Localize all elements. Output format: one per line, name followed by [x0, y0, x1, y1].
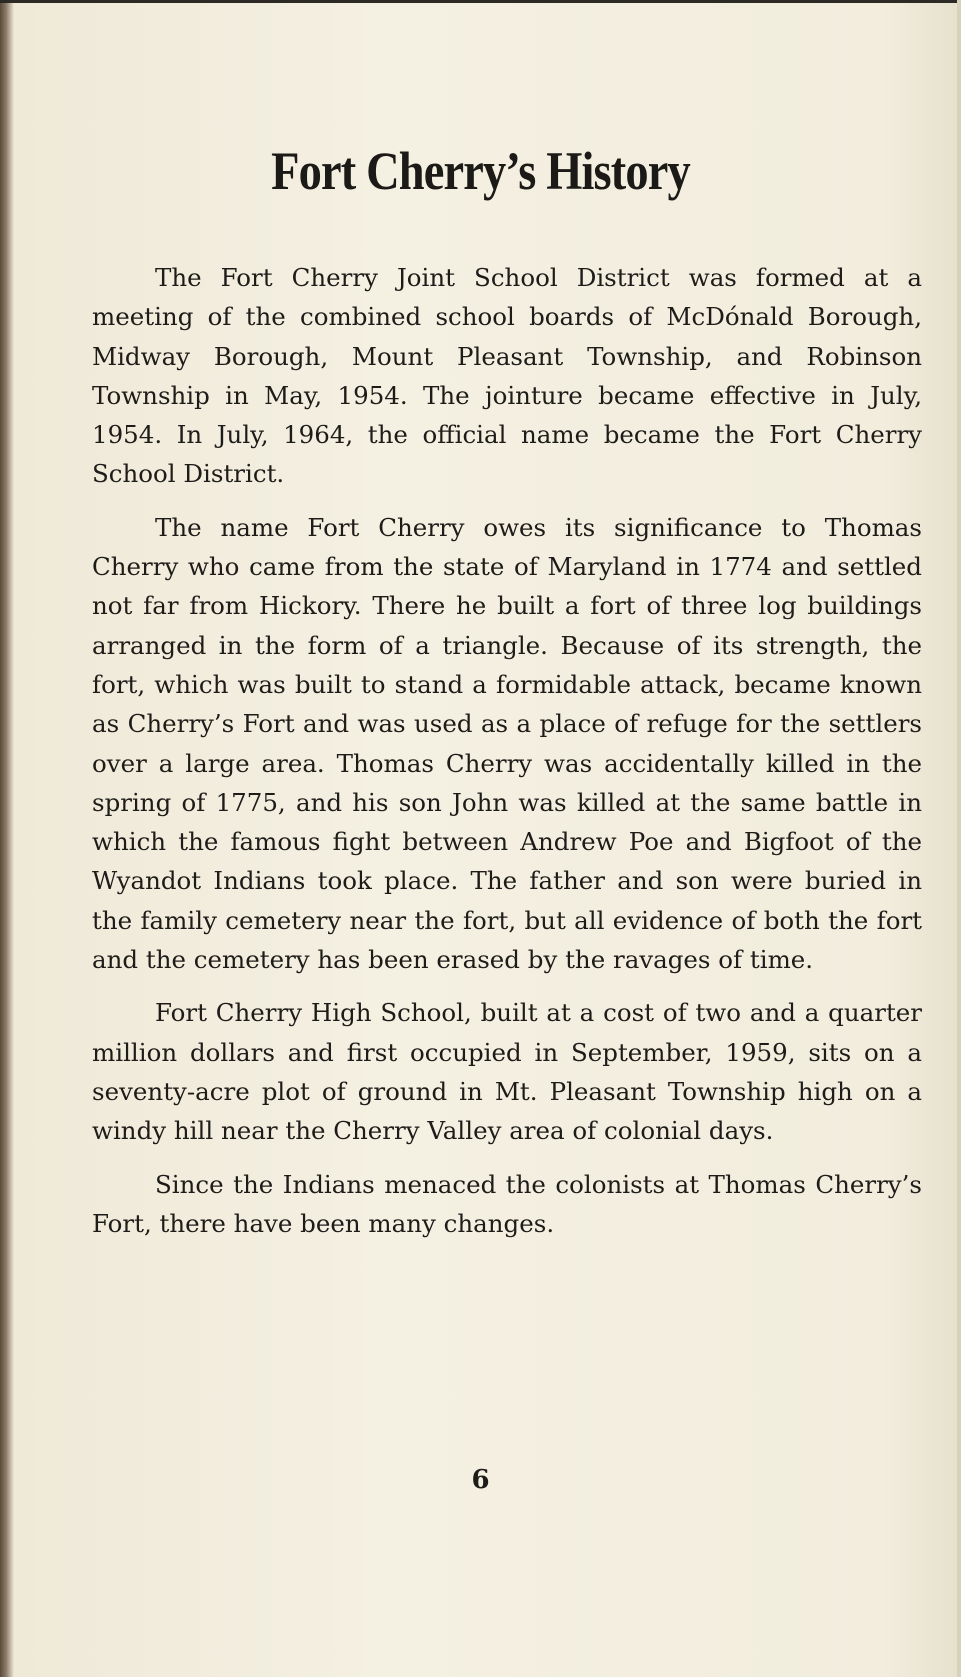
body-text [92, 258, 922, 1257]
paragraph-changes: Since the Indians menaced the colonists at Thomas Cherry’s Fort, there have been many changes. [92, 1169, 922, 1238]
page-top-edge [0, 0, 961, 3]
paragraph-high-school: Fort Cherry High School, built at a cost of two and a quarter million dollars and first occupied in September, 1959, sits on a seventy-acre plot of ground in Mt. Pleasant Township high on a windy hill near the Cherry Valley area of colonial days. [92, 998, 922, 1146]
paragraph-district-formation: The Fort Cherry Joint School District was formed at a meeting of the combined school boards of McDónald Borough, Midway Borough, Mount Pleasant Township, and Robinson Township in May, 1954. The jointure became effective in July, 1954. In July, 1964, the official name became the Fort Cherry School District. [92, 263, 922, 489]
page-number: 6 [471, 1465, 490, 1495]
page-title: Fort Cherry’s History [271, 141, 690, 201]
page-right-edge [957, 0, 961, 1677]
paragraph-thomas-cherry: The name Fort Cherry owes its significance to Thomas Cherry who came from the state of Maryland in 1774 and settled not far from Hickory. There he built a fort of three log buildings arranged in the form of a triangle. Because of its strength, the fort, which was built to stand a formidable attack, became known as Cherry’s Fort and was used as a place of refuge for the settlers over a large area. Thomas Cherry was accidentally killed in the spring of 1775, and his son John was killed at the same battle in which the famous fight between Andrew Poe and Bigfoot of the Wyandot Indians took place. The father and son were buried in the family cemetery near the fort, but all evidence of both the fort and the cemetery has been erased by the ravages of time. [92, 512, 922, 975]
